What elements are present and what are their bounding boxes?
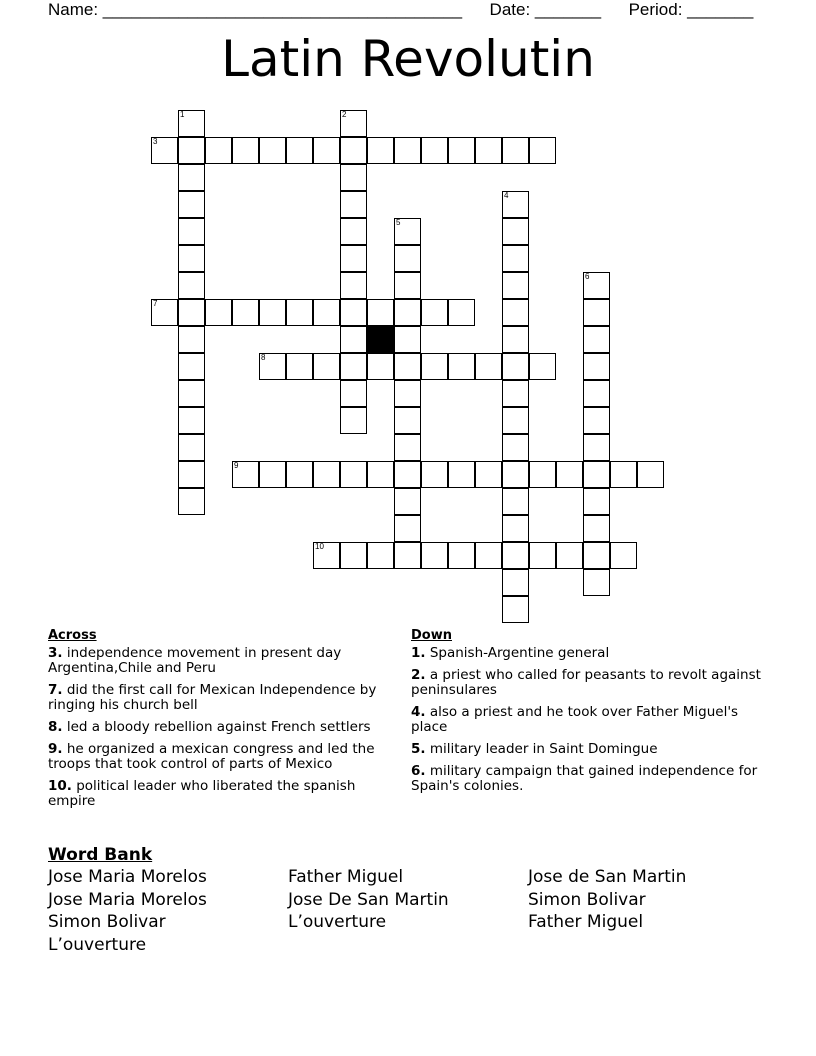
- grid-cell[interactable]: [178, 299, 205, 326]
- grid-cell[interactable]: [448, 299, 475, 326]
- period-field[interactable]: Period: _______: [628, 0, 754, 19]
- clue-text: did the first call for Mexican Independence by ringing his church bell: [48, 682, 377, 713]
- word-bank-item: L’ouverture: [288, 912, 387, 932]
- grid-cell[interactable]: [583, 488, 610, 515]
- grid-cell[interactable]: [394, 515, 421, 542]
- grid-cell[interactable]: [286, 299, 313, 326]
- grid-cell[interactable]: [556, 461, 583, 488]
- grid-cell[interactable]: [502, 137, 529, 164]
- clue-number: 5: [396, 218, 401, 227]
- grid-cell[interactable]: [421, 299, 448, 326]
- grid-cell[interactable]: [178, 137, 205, 164]
- clue-item: [411, 646, 761, 661]
- grid-cell[interactable]: [367, 299, 394, 326]
- clue-number: 10: [315, 542, 324, 551]
- grid-cell[interactable]: [340, 245, 367, 272]
- clue-number-label: 3.: [48, 645, 63, 661]
- grid-cell[interactable]: [394, 461, 421, 488]
- grid-cell[interactable]: [178, 191, 205, 218]
- grid-cell[interactable]: [313, 299, 340, 326]
- word-bank-item: Jose de San Martin: [528, 867, 687, 887]
- grid-cell[interactable]: [475, 461, 502, 488]
- grid-cell[interactable]: [502, 218, 529, 245]
- grid-cell[interactable]: [340, 380, 367, 407]
- grid-cell[interactable]: [583, 299, 610, 326]
- grid-cell[interactable]: [340, 299, 367, 326]
- grid-cell[interactable]: [313, 461, 340, 488]
- grid-cell[interactable]: [259, 137, 286, 164]
- grid-cell[interactable]: [340, 326, 367, 353]
- clue-item: [411, 668, 761, 698]
- grid-cell[interactable]: [502, 353, 529, 380]
- grid-cell[interactable]: [313, 542, 340, 569]
- grid-cell[interactable]: [205, 299, 232, 326]
- clue-number-label: 5.: [411, 741, 426, 757]
- word-bank-item: Jose Maria Morelos: [48, 867, 207, 887]
- grid-cell[interactable]: [313, 137, 340, 164]
- clue-number: 7: [153, 299, 158, 308]
- clue-item: [48, 646, 393, 676]
- grid-cell[interactable]: [421, 353, 448, 380]
- grid-cell[interactable]: [232, 299, 259, 326]
- grid-cell[interactable]: [178, 110, 205, 137]
- grid-cell[interactable]: [394, 272, 421, 299]
- word-bank-item: L’ouverture: [48, 934, 147, 955]
- across-heading: Across: [48, 628, 97, 643]
- grid-cell[interactable]: [583, 434, 610, 461]
- clue-text: military leader in Saint Domingue: [429, 741, 658, 757]
- grid-cell[interactable]: [502, 326, 529, 353]
- clue-number-label: 2.: [411, 667, 426, 683]
- grid-cell[interactable]: [394, 542, 421, 569]
- grid-cell[interactable]: [583, 461, 610, 488]
- grid-cell[interactable]: [637, 461, 664, 488]
- grid-cell[interactable]: [151, 137, 178, 164]
- clue-number: 3: [153, 137, 158, 146]
- grid-cell[interactable]: [421, 542, 448, 569]
- grid-cell[interactable]: [340, 272, 367, 299]
- clue-item: [411, 742, 761, 757]
- grid-cell[interactable]: [529, 542, 556, 569]
- grid-cell[interactable]: [367, 353, 394, 380]
- grid-cell[interactable]: [502, 596, 529, 623]
- grid-cell[interactable]: [340, 542, 367, 569]
- grid-cell[interactable]: [448, 137, 475, 164]
- grid-cell[interactable]: [367, 137, 394, 164]
- clue-text: a priest who called for peasants to revolt against peninsulares: [411, 667, 761, 698]
- grid-cell[interactable]: [583, 272, 610, 299]
- clue-number: 8: [261, 353, 266, 362]
- date-field[interactable]: Date: _______: [489, 0, 602, 19]
- grid-cell[interactable]: [259, 353, 286, 380]
- grid-cell[interactable]: [286, 461, 313, 488]
- grid-cell[interactable]: [340, 407, 367, 434]
- grid-cell[interactable]: [340, 191, 367, 218]
- clue-number-label: 6.: [411, 763, 426, 779]
- grid-cell[interactable]: [367, 542, 394, 569]
- clue-number: 9: [234, 461, 239, 470]
- grid-cell[interactable]: [529, 353, 556, 380]
- grid-cell[interactable]: [448, 461, 475, 488]
- grid-cell[interactable]: [286, 137, 313, 164]
- grid-cell[interactable]: [286, 353, 313, 380]
- grid-cell[interactable]: [529, 137, 556, 164]
- grid-cell[interactable]: [259, 299, 286, 326]
- grid-cell[interactable]: [394, 218, 421, 245]
- word-bank-item: Jose De San Martin: [288, 889, 449, 910]
- grid-cell[interactable]: [583, 407, 610, 434]
- grid-cell[interactable]: [232, 137, 259, 164]
- grid-cell[interactable]: [178, 245, 205, 272]
- word-bank: [48, 844, 768, 956]
- grid-cell[interactable]: [448, 542, 475, 569]
- grid-cell[interactable]: [583, 515, 610, 542]
- clue-number-label: 10.: [48, 778, 72, 794]
- grid-cell[interactable]: [178, 488, 205, 515]
- grid-cell[interactable]: [502, 569, 529, 596]
- grid-cell[interactable]: [502, 299, 529, 326]
- grid-cell[interactable]: [502, 542, 529, 569]
- grid-cell[interactable]: [448, 353, 475, 380]
- grid-cell[interactable]: [205, 137, 232, 164]
- clue-number-label: 4.: [411, 704, 426, 720]
- grid-cell[interactable]: [178, 353, 205, 380]
- word-bank-item: Simon Bolivar: [48, 912, 166, 932]
- grid-cell[interactable]: [502, 380, 529, 407]
- grid-cell[interactable]: [502, 272, 529, 299]
- word-bank-item: Father Miguel: [528, 912, 644, 932]
- grid-cell[interactable]: [178, 461, 205, 488]
- grid-cell[interactable]: [475, 137, 502, 164]
- grid-cell[interactable]: [178, 380, 205, 407]
- grid-cell[interactable]: [556, 542, 583, 569]
- clue-number: 4: [504, 191, 509, 200]
- clue-text: he organized a mexican congress and led the troops that took control of parts of Mexico: [48, 741, 375, 772]
- word-bank-item: Simon Bolivar: [528, 889, 646, 910]
- clue-number-label: 1.: [411, 645, 426, 661]
- grid-cell[interactable]: [583, 326, 610, 353]
- grid-cell[interactable]: [610, 461, 637, 488]
- grid-cell[interactable]: [178, 326, 205, 353]
- grid-cell[interactable]: [394, 488, 421, 515]
- grid-cell[interactable]: [178, 434, 205, 461]
- grid-cell[interactable]: [340, 461, 367, 488]
- grid-cell[interactable]: [583, 380, 610, 407]
- clue-text: also a priest and he took over Father Miguel's place: [411, 704, 739, 735]
- grid-cell[interactable]: [340, 353, 367, 380]
- grid-cell[interactable]: [475, 353, 502, 380]
- grid-cell[interactable]: [394, 326, 421, 353]
- clue-item: [48, 720, 393, 735]
- grid-cell[interactable]: [178, 164, 205, 191]
- clue-text: independence movement in present day Argentina,Chile and Peru: [48, 645, 342, 676]
- grid-cell[interactable]: [502, 434, 529, 461]
- word-bank-item: Father Miguel: [288, 867, 404, 887]
- word-bank-heading: Word Bank: [48, 845, 153, 865]
- grid-cell[interactable]: [502, 407, 529, 434]
- across-clues: [48, 628, 393, 816]
- grid-cell[interactable]: [394, 407, 421, 434]
- grid-cell[interactable]: [232, 461, 259, 488]
- grid-cell[interactable]: [421, 461, 448, 488]
- grid-cell[interactable]: [394, 245, 421, 272]
- grid-cell[interactable]: [394, 434, 421, 461]
- grid-cell[interactable]: [529, 461, 556, 488]
- grid-cell[interactable]: [502, 461, 529, 488]
- clue-number-label: 9.: [48, 741, 63, 757]
- clue-item: [411, 764, 761, 794]
- page-title: Latin Revolutin: [221, 30, 595, 88]
- grid-cell[interactable]: [502, 191, 529, 218]
- clue-item: [48, 742, 393, 772]
- grid-cell[interactable]: [394, 353, 421, 380]
- grid-cell[interactable]: [178, 218, 205, 245]
- name-field[interactable]: Name: ______________________________________: [48, 0, 463, 19]
- clue-text: military campaign that gained independence for Spain's colonies.: [411, 763, 758, 794]
- grid-cell[interactable]: [421, 137, 448, 164]
- down-heading: Down: [411, 628, 452, 643]
- grid-cell[interactable]: [151, 299, 178, 326]
- grid-cell[interactable]: [394, 137, 421, 164]
- word-bank-item: Jose Maria Morelos: [48, 889, 207, 910]
- clue-number: 2: [342, 110, 347, 119]
- grid-cell[interactable]: [340, 218, 367, 245]
- grid-cell[interactable]: [259, 461, 286, 488]
- grid-cell[interactable]: [178, 407, 205, 434]
- clue-number-label: 8.: [48, 719, 63, 735]
- grid-cell[interactable]: [394, 299, 421, 326]
- grid-cell[interactable]: [583, 569, 610, 596]
- grid-cell[interactable]: [340, 164, 367, 191]
- grid-cell[interactable]: [502, 245, 529, 272]
- grid-cell[interactable]: [394, 380, 421, 407]
- clue-text: led a bloody rebellion against French settlers: [66, 719, 371, 735]
- grid-cell[interactable]: [610, 542, 637, 569]
- clue-item: [411, 705, 761, 735]
- grid-cell[interactable]: [178, 272, 205, 299]
- grid-cell[interactable]: [475, 542, 502, 569]
- clue-number: 1: [180, 110, 185, 119]
- clue-text: political leader who liberated the spanish empire: [48, 778, 356, 809]
- black-square: [367, 326, 394, 353]
- clue-text: Spanish-Argentine general: [429, 645, 610, 661]
- grid-cell[interactable]: [502, 488, 529, 515]
- grid-cell[interactable]: [367, 461, 394, 488]
- down-clues: [411, 628, 761, 801]
- grid-cell[interactable]: [583, 542, 610, 569]
- clue-item: [48, 683, 393, 713]
- grid-cell[interactable]: [313, 353, 340, 380]
- grid-cell[interactable]: [583, 353, 610, 380]
- clue-item: [48, 779, 393, 809]
- grid-cell[interactable]: [502, 515, 529, 542]
- clue-number-label: 7.: [48, 682, 63, 698]
- grid-cell[interactable]: [340, 110, 367, 137]
- clue-number: 6: [585, 272, 590, 281]
- grid-cell[interactable]: [340, 137, 367, 164]
